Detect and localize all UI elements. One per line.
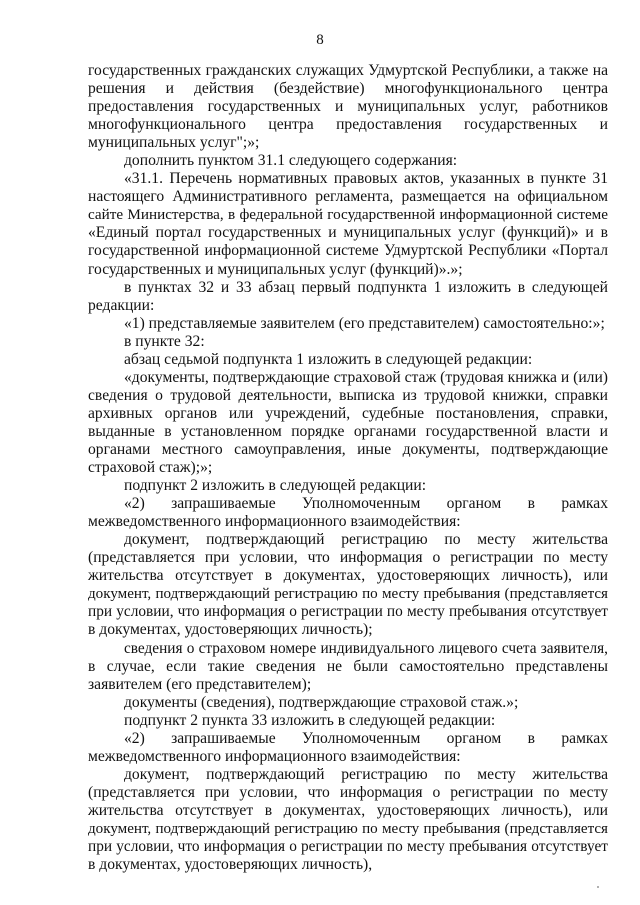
- text-line: при условии, что информация о регистрации по месту пребывания отсутствует: [88, 603, 608, 621]
- text-line: многофункционального центра предоставления государственных и: [88, 116, 608, 134]
- text-line: архивных органов или учреждений, судебные постановления, справки,: [88, 404, 608, 422]
- text-line: документы (сведения), подтверждающие страховой стаж.»;: [124, 693, 519, 711]
- text-line: документ, подтверждающий регистрацию по месту пребывания (представляется: [88, 586, 608, 603]
- text-line: заявителем (его представителем);: [88, 675, 312, 693]
- text-line: абзац седьмой подпункта 1 изложить в следующей редакции:: [124, 350, 533, 368]
- text-line: жительства отсутствует в документах, удостоверяющих личность), или: [88, 567, 608, 585]
- text-line: дополнить пунктом 31.1 следующего содержания:: [124, 152, 458, 170]
- text-line: выданные в установленном порядке органами государственной власти и: [88, 422, 608, 440]
- text-line: при условии, что информация о регистрации по месту пребывания отсутствует: [88, 838, 608, 856]
- text-line: жительства отсутствует в документах, удостоверяющих личность), или: [88, 801, 608, 819]
- text-line: государственных и муниципальных услуг (функций)».»;: [88, 260, 463, 278]
- text-line: муниципальных услуг";»;: [88, 134, 260, 152]
- text-line: органами местного самоуправления, иные документы, подтверждающие: [88, 440, 608, 458]
- text-line: решения и действия (бездействие) многофункционального центра: [88, 80, 608, 98]
- text-line: в пункте 32:: [124, 332, 205, 350]
- text-line: документ, подтверждающий регистрацию по месту жительства: [124, 531, 608, 549]
- text-line: в случае, если такие сведения не были самостоятельно представлены: [88, 657, 608, 675]
- text-line: в документах, удостоверяющих личность);: [88, 621, 373, 639]
- text-line: (представляется при условии, что информация о регистрации по месту: [88, 783, 608, 801]
- text-line: межведомственного информационного взаимодействия:: [88, 747, 461, 765]
- text-line: «1) представляемые заявителем (его представителем) самостоятельно:»;: [124, 314, 605, 332]
- page-number: 8: [316, 32, 324, 48]
- text-line: «2) запрашиваемые Уполномоченным органом в рамках: [124, 495, 608, 513]
- scan-speck: [597, 886, 599, 888]
- text-line: документ, подтверждающий регистрацию по месту пребывания (представляется: [88, 820, 608, 837]
- text-line: сведения о трудовой деятельности, выписка из трудовой книжки, справки: [88, 386, 608, 404]
- text-line: в документах, удостоверяющих личность),: [88, 856, 373, 874]
- text-line: подпункт 2 пункта 33 изложить в следующей редакции:: [124, 711, 496, 729]
- text-line: государственной информационной системе Удмуртской Республики «Портал: [88, 242, 608, 260]
- text-line: документ, подтверждающий регистрацию по месту жительства: [124, 765, 608, 783]
- text-line: «Единый портал государственных и муниципальных услуг (функций)» и в: [88, 224, 608, 242]
- text-line: государственных гражданских служащих Удмуртской Республики, а также на: [88, 62, 608, 79]
- text-line: сайте Министерства, в федеральной государственной информационной системе: [88, 206, 608, 224]
- text-line: страховой стаж);»;: [88, 459, 213, 477]
- text-line: «документы, подтверждающие страховой стаж (трудовая книжка и (или): [124, 368, 608, 386]
- text-line: сведения о страховом номере индивидуального лицевого счета заявителя,: [124, 639, 608, 657]
- text-line: (представляется при условии, что информация о регистрации по месту: [88, 549, 608, 567]
- text-line: «2) запрашиваемые Уполномоченным органом в рамках: [124, 729, 608, 747]
- text-line: в пунктах 32 и 33 абзац первый подпункта 1 изложить в следующей: [124, 278, 608, 296]
- text-line: предоставления государственных и муниципальных услуг, работников: [88, 98, 608, 116]
- text-line: настоящего Административного регламента, размещается на официальном: [88, 188, 608, 206]
- text-line: редакции:: [88, 296, 155, 314]
- text-line: «31.1. Перечень нормативных правовых актов, указанных в пункте 31: [124, 170, 608, 188]
- text-line: подпункт 2 изложить в следующей редакции:: [124, 477, 427, 495]
- document-body: [88, 62, 608, 874]
- text-line: межведомственного информационного взаимодействия:: [88, 513, 461, 531]
